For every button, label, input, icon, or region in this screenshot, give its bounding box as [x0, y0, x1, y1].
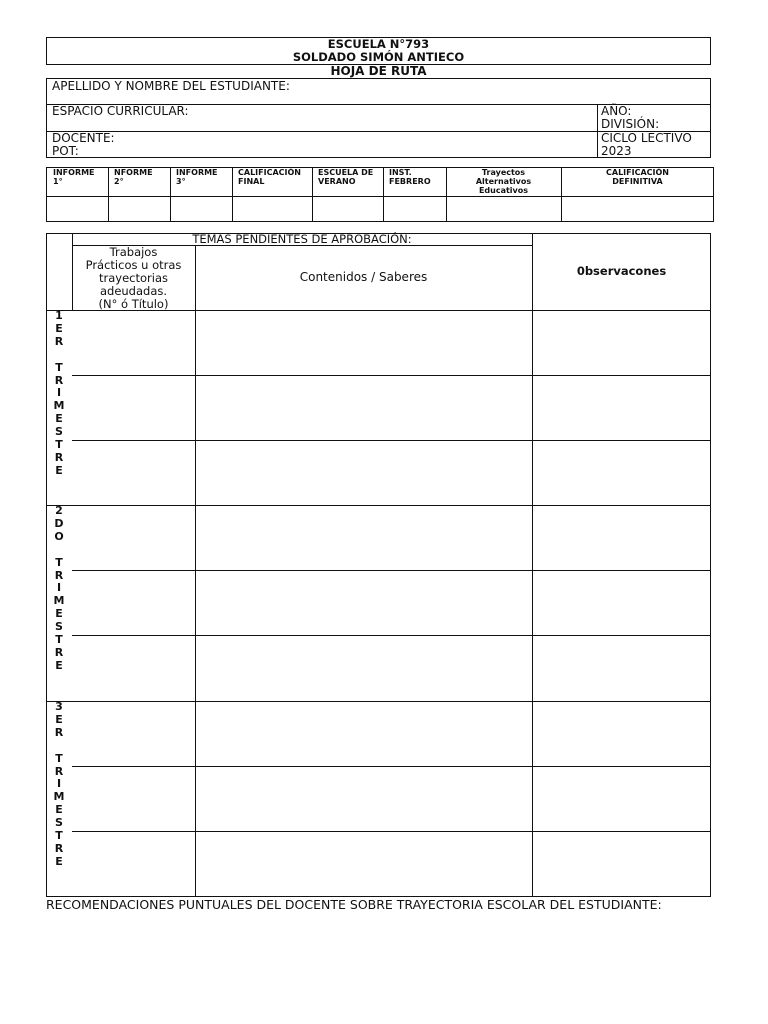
recommendations-label: RECOMENDACIONES PUNTUALES DEL DOCENTE SOBRE TRAYECTORIA ESCOLAR DEL ESTUDIANTE:: [46, 897, 662, 912]
observations-column-header: 0bservacones: [576, 264, 667, 278]
grade-cell-definitive[interactable]: [562, 197, 713, 221]
trimester-2-label: 2 D O T R I M E S T R E: [53, 504, 65, 672]
year-field[interactable]: AÑO:: [601, 104, 632, 118]
header-february-instance: INST. FEBRERO: [389, 168, 431, 186]
trimester-1-label: 1 E R T R I M E S T R E: [53, 309, 65, 477]
school-cycle-year: 2023: [601, 144, 632, 158]
grade-cell-informe-2[interactable]: [109, 197, 169, 221]
grade-cell-alternative[interactable]: [447, 197, 560, 221]
grade-cell-summer[interactable]: [313, 197, 382, 221]
pot-field[interactable]: POT:: [52, 144, 79, 158]
grade-cell-final[interactable]: [233, 197, 311, 221]
school-cycle-label: CICLO LECTIVO: [601, 131, 692, 145]
curricular-space-field[interactable]: ESPACIO CURRICULAR:: [52, 104, 189, 118]
works-column-header: Trabajos Prácticos u otras trayectorias adeudadas. (N° ó Título): [85, 245, 182, 311]
header-informe-1: INFORME 1°: [53, 168, 95, 186]
topic-row-cell[interactable]: [196, 311, 531, 374]
topic-row-cell[interactable]: [73, 311, 194, 374]
school-name: SOLDADO SIMÓN ANTIECO: [292, 50, 465, 64]
header-final-grade: CALIFICACIÓN FINAL: [238, 168, 301, 186]
trimester-3-label: 3 E R T R I M E S T R E: [53, 700, 65, 868]
student-name-field[interactable]: APELLIDO Y NOMBRE DEL ESTUDIANTE:: [52, 79, 290, 93]
grade-cell-informe-1[interactable]: [47, 197, 107, 221]
header-alternative-paths: Trayectos Alternativos Educativos: [475, 168, 532, 195]
header-definitive-grade: CALIFICACIÓN DEFINITIVA: [606, 168, 669, 186]
header-informe-3: INFORME 3°: [176, 168, 218, 186]
topics-table-title: TEMAS PENDIENTES DE APROBACIÓN:: [192, 232, 412, 246]
topic-row-cell[interactable]: [533, 311, 710, 374]
document-title: HOJA DE RUTA: [330, 64, 427, 78]
division-field[interactable]: DIVISIÓN:: [601, 117, 660, 131]
school-number: ESCUELA N°793: [327, 37, 430, 51]
grade-cell-informe-3[interactable]: [171, 197, 231, 221]
teacher-field[interactable]: DOCENTE:: [52, 131, 115, 145]
header-summer-school: ESCUELA DE VERANO: [318, 168, 374, 186]
contents-column-header: Contenidos / Saberes: [299, 270, 428, 284]
header-informe-2: NFORME 2°: [114, 168, 153, 186]
grade-cell-february[interactable]: [384, 197, 445, 221]
